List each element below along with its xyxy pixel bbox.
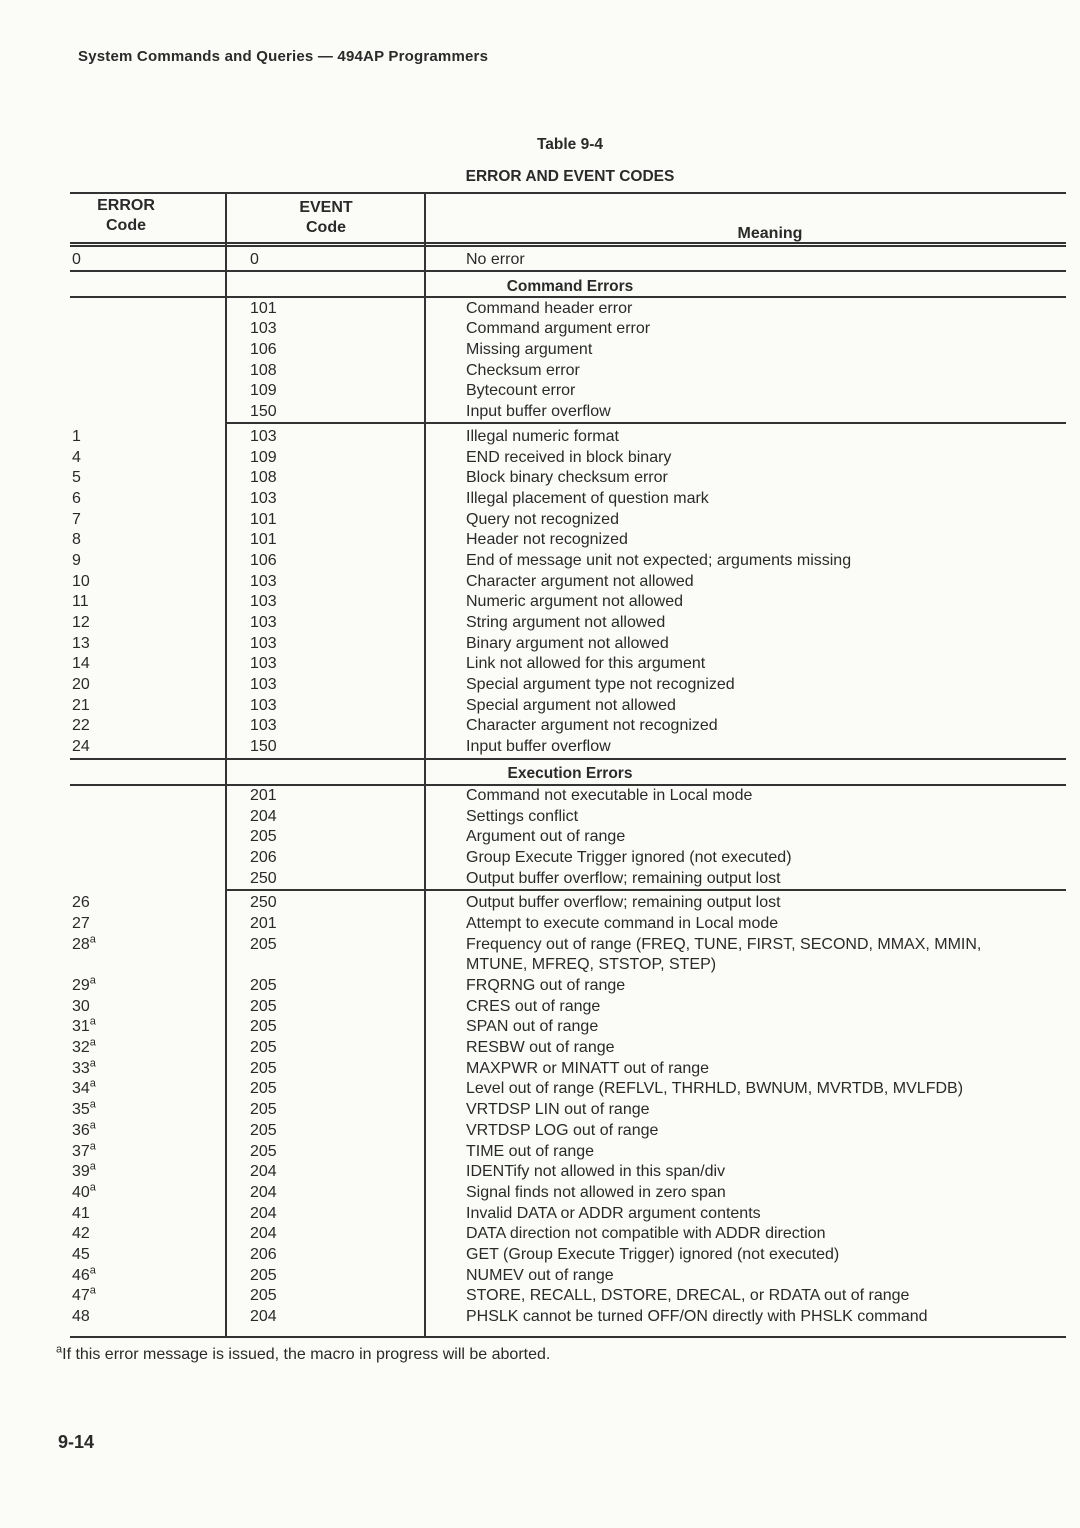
meaning: Character argument not recognized — [466, 717, 718, 735]
meaning: Attempt to execute command in Local mode — [466, 914, 779, 932]
event-code: 205 — [250, 828, 277, 846]
meaning: Character argument not allowed — [466, 572, 694, 590]
column-divider-1 — [225, 192, 227, 1336]
event-code: 0 — [250, 251, 259, 268]
error-code: 40$^a$ — [72, 1181, 96, 1201]
event-code: 103 — [250, 427, 277, 445]
error-code: 7 — [72, 510, 81, 528]
meaning: No error — [466, 251, 525, 268]
error-code: 22 — [72, 717, 90, 735]
error-code: 27 — [72, 914, 90, 932]
bottom-rule — [70, 1336, 1066, 1338]
table-row — [70, 716, 1066, 737]
table-row — [70, 976, 1066, 997]
event-code: 205 — [250, 1018, 277, 1036]
table-row — [70, 530, 1066, 551]
meaning: RESBW out of range — [466, 1039, 615, 1057]
meaning: Command argument error — [466, 320, 651, 338]
table-row — [70, 1307, 1066, 1328]
meaning: Argument out of range — [466, 828, 626, 846]
event-code: 101 — [250, 299, 277, 317]
event-code: 204 — [250, 1225, 277, 1243]
section-title: Command Errors — [506, 277, 634, 295]
event-code: 205 — [250, 1287, 277, 1305]
table-row — [70, 1038, 1066, 1059]
error-code: 10 — [72, 572, 90, 590]
event-code: 201 — [250, 786, 277, 804]
error-code: 6 — [72, 489, 81, 507]
event-code: 205 — [250, 1039, 277, 1057]
meaning: MAXPWR or MINATT out of range — [466, 1059, 710, 1077]
meaning: GET (Group Execute Trigger) ignored (not executed) — [466, 1245, 840, 1263]
table-row — [70, 299, 1066, 320]
event-code: 206 — [250, 1245, 277, 1263]
table-row — [70, 737, 1066, 758]
meaning: DATA direction not compatible with ADDR direction — [466, 1225, 826, 1243]
meaning: MTUNE, MFREQ, STSTOP, STEP) — [466, 956, 717, 974]
table-number: Table 9-4 — [536, 136, 604, 153]
meaning: NUMEV out of range — [466, 1266, 614, 1284]
event-code: 205 — [250, 1101, 277, 1119]
meaning: Input buffer overflow — [466, 738, 611, 756]
table-row — [70, 319, 1066, 340]
footnote-mark: a — [56, 1343, 63, 1356]
table-row — [70, 1142, 1066, 1163]
meaning: Missing argument — [466, 341, 593, 359]
table-row — [70, 1079, 1066, 1100]
event-code: 205 — [250, 1080, 277, 1098]
table-row — [70, 1059, 1066, 1080]
meaning: PHSLK cannot be turned OFF/ON directly with PHSLK command — [466, 1308, 928, 1325]
table-row — [70, 427, 1066, 448]
event-code: 103 — [250, 676, 277, 694]
event-code: 204 — [250, 1308, 277, 1325]
table-row — [70, 1224, 1066, 1245]
meaning: Header not recognized — [466, 531, 628, 549]
meaning: Frequency out of range (FREQ, TUNE, FIRST, SECOND, MMAX, MMIN, — [466, 935, 982, 953]
event-code: 109 — [250, 382, 277, 400]
event-code: 103 — [250, 593, 277, 611]
table-row — [70, 1121, 1066, 1142]
table-header — [70, 192, 1066, 244]
event-code: 101 — [250, 531, 277, 549]
meaning: END received in block binary — [466, 448, 672, 466]
error-code: 39$^a$ — [72, 1160, 96, 1181]
error-code: 12 — [72, 614, 90, 631]
meaning: Output buffer overflow; remaining output lost — [466, 894, 781, 912]
table-row — [70, 1266, 1066, 1287]
error-code: 42 — [72, 1225, 90, 1243]
top-rule — [70, 192, 1066, 194]
command-errors-group-b — [70, 427, 1066, 758]
meaning: Numeric argument not allowed — [466, 593, 683, 611]
meaning-header: Meaning — [737, 225, 803, 242]
running-header: System Commands and Queries — 494AP Programmers — [78, 48, 489, 65]
table-row — [70, 381, 1066, 402]
table-row — [70, 572, 1066, 593]
table-row — [70, 955, 1066, 976]
error-code: 33$^a$ — [72, 1057, 96, 1077]
error-code: 47$^a$ — [72, 1284, 96, 1305]
event-code: 103 — [250, 320, 277, 338]
table-row — [70, 250, 1066, 271]
table-row — [70, 654, 1066, 675]
table-row — [70, 1100, 1066, 1121]
meaning: VRTDSP LOG out of range — [466, 1121, 659, 1139]
group-rule-2 — [70, 758, 1066, 760]
group-rule-3 — [225, 889, 1066, 891]
error-code: 5 — [72, 469, 81, 487]
table-row — [70, 510, 1066, 531]
table-row — [70, 1286, 1066, 1307]
event-header-line1: EVENT — [299, 199, 353, 216]
table-row — [70, 402, 1066, 423]
event-code: 106 — [250, 341, 277, 359]
event-code-header — [266, 198, 386, 238]
event-code: 103 — [250, 655, 277, 673]
error-code: 48 — [72, 1308, 90, 1325]
group-rule-1 — [225, 422, 1066, 424]
meaning: Settings conflict — [466, 807, 579, 825]
event-code: 103 — [250, 572, 277, 590]
meaning: Special argument type not recognized — [466, 676, 735, 694]
meaning: Illegal placement of question mark — [466, 489, 709, 507]
error-code: 13 — [72, 634, 90, 652]
meaning: Group Execute Trigger ignored (not executed) — [466, 848, 792, 866]
event-code: 108 — [250, 469, 277, 487]
table-row — [70, 914, 1066, 935]
error-code: 35$^a$ — [72, 1098, 96, 1119]
event-code: 150 — [250, 403, 277, 421]
meaning: Input buffer overflow — [466, 403, 611, 421]
command-errors-group-a — [70, 299, 1066, 423]
error-code: 21 — [72, 696, 90, 714]
event-code: 205 — [250, 1142, 277, 1160]
event-code: 204 — [250, 1183, 277, 1201]
execution-errors-group-b — [70, 893, 1066, 1327]
event-code: 101 — [250, 510, 277, 528]
error-code: 1 — [72, 427, 81, 445]
header-rule — [70, 242, 1066, 244]
error-event-table — [70, 192, 1066, 1328]
meaning: SPAN out of range — [466, 1018, 599, 1036]
table-row — [70, 613, 1066, 634]
event-code: 205 — [250, 1266, 277, 1284]
meaning: FRQRNG out of range — [466, 977, 626, 994]
table-row — [70, 696, 1066, 717]
event-code: 103 — [250, 717, 277, 735]
meaning: Output buffer overflow; remaining output lost — [466, 869, 781, 887]
table-row — [70, 468, 1066, 489]
table-row — [70, 592, 1066, 613]
error-code: 37$^a$ — [72, 1140, 96, 1160]
error-header-line2: Code — [106, 217, 146, 234]
event-code: 205 — [250, 1059, 277, 1077]
event-code: 205 — [250, 1121, 277, 1139]
meaning: Block binary checksum error — [466, 469, 668, 487]
error-code: 31$^a$ — [72, 1016, 96, 1036]
event-code: 205 — [250, 997, 277, 1015]
meaning: Signal finds not allowed in zero span — [466, 1183, 726, 1201]
row0-rule — [70, 270, 1066, 272]
footnote-text: If this error message is issued, the macro in progress will be aborted. — [62, 1346, 551, 1363]
meaning: Query not recognized — [466, 510, 619, 528]
table-row — [70, 551, 1066, 572]
meaning: Illegal numeric format — [466, 427, 619, 445]
meaning: Binary argument not allowed — [466, 634, 669, 652]
event-code: 103 — [250, 696, 277, 714]
page-number: 9-14 — [58, 1432, 95, 1452]
error-code: 8 — [72, 531, 81, 549]
error-code-header — [70, 196, 182, 236]
table-row — [70, 1017, 1066, 1038]
table-row — [70, 893, 1066, 914]
meaning: Invalid DATA or ADDR argument contents — [466, 1204, 761, 1222]
event-code: 250 — [250, 894, 277, 912]
meaning: End of message unit not expected; arguments missing — [466, 551, 852, 569]
error-code: 29$^a$ — [72, 974, 96, 994]
error-code: 36$^a$ — [72, 1119, 96, 1139]
meaning: STORE, RECALL, DSTORE, DRECAL, or RDATA out of range — [466, 1287, 910, 1305]
error-code: 28$^a$ — [72, 933, 96, 953]
table-row — [70, 1162, 1066, 1183]
table-row — [70, 1183, 1066, 1204]
event-code: 109 — [250, 448, 277, 466]
error-code: 45 — [72, 1245, 90, 1263]
event-code: 205 — [250, 935, 277, 953]
table-row — [70, 1204, 1066, 1225]
table-row — [70, 675, 1066, 696]
error-code: 34$^a$ — [72, 1078, 96, 1098]
table-row — [70, 848, 1066, 869]
error-code: 4 — [72, 448, 81, 466]
table-title: ERROR AND EVENT CODES — [465, 168, 675, 185]
event-code: 103 — [250, 634, 277, 652]
event-code: 103 — [250, 489, 277, 507]
error-header-line1: ERROR — [97, 197, 155, 214]
event-code: 108 — [250, 361, 277, 379]
event-code: 204 — [250, 1204, 277, 1222]
table-row — [70, 807, 1066, 828]
meaning: String argument not allowed — [466, 614, 666, 631]
error-code: 32$^a$ — [72, 1036, 96, 1057]
event-code: 106 — [250, 551, 277, 569]
meaning: Bytecount error — [466, 382, 576, 400]
event-code: 103 — [250, 614, 277, 631]
header-rule-double — [70, 245, 1066, 247]
table-row — [70, 997, 1066, 1018]
error-code: 14 — [72, 655, 90, 673]
error-code: 41 — [72, 1204, 90, 1222]
table-row — [70, 634, 1066, 655]
meaning: VRTDSP LIN out of range — [466, 1101, 650, 1119]
section-execution-errors — [70, 762, 1066, 786]
event-code: 205 — [250, 977, 277, 994]
table-row — [70, 340, 1066, 361]
error-code: 30 — [72, 997, 90, 1015]
table-row — [70, 448, 1066, 469]
footnote — [56, 1343, 551, 1364]
event-code: 204 — [250, 807, 277, 825]
table-row — [70, 1245, 1066, 1266]
meaning: Level out of range (REFLVL, THRHLD, BWNUM, MVRTDB, MVLFDB) — [466, 1080, 964, 1098]
event-code: 206 — [250, 848, 277, 866]
meaning: Command not executable in Local mode — [466, 786, 753, 804]
event-code: 204 — [250, 1163, 277, 1181]
table-row — [70, 935, 1066, 956]
table-row — [70, 869, 1066, 890]
error-code: 0 — [72, 251, 81, 268]
meaning: Command header error — [466, 299, 633, 317]
meaning: CRES out of range — [466, 997, 601, 1015]
error-code: 9 — [72, 551, 81, 569]
error-code: 24 — [72, 738, 90, 756]
meaning: Checksum error — [466, 361, 580, 379]
meaning: Link not allowed for this argument — [466, 655, 706, 673]
section2-rule — [70, 784, 1066, 786]
meaning: TIME out of range — [466, 1142, 595, 1160]
error-code: 26 — [72, 894, 90, 912]
event-code: 250 — [250, 869, 277, 887]
execution-errors-group-a — [70, 786, 1066, 889]
meaning: Special argument not allowed — [466, 696, 676, 714]
table-row — [70, 786, 1066, 807]
event-code: 201 — [250, 914, 277, 932]
event-code: 150 — [250, 738, 277, 756]
error-code: 20 — [72, 676, 90, 694]
table-row — [70, 827, 1066, 848]
event-header-line2: Code — [306, 219, 346, 236]
column-divider-2 — [424, 192, 426, 1336]
error-code: 46$^a$ — [72, 1264, 96, 1284]
section1-rule — [70, 296, 1066, 298]
table-row — [70, 489, 1066, 510]
section-title: Execution Errors — [507, 764, 633, 782]
error-code: 11 — [72, 593, 89, 611]
table-row — [70, 361, 1066, 382]
meaning: IDENTify not allowed in this span/div — [466, 1163, 726, 1181]
